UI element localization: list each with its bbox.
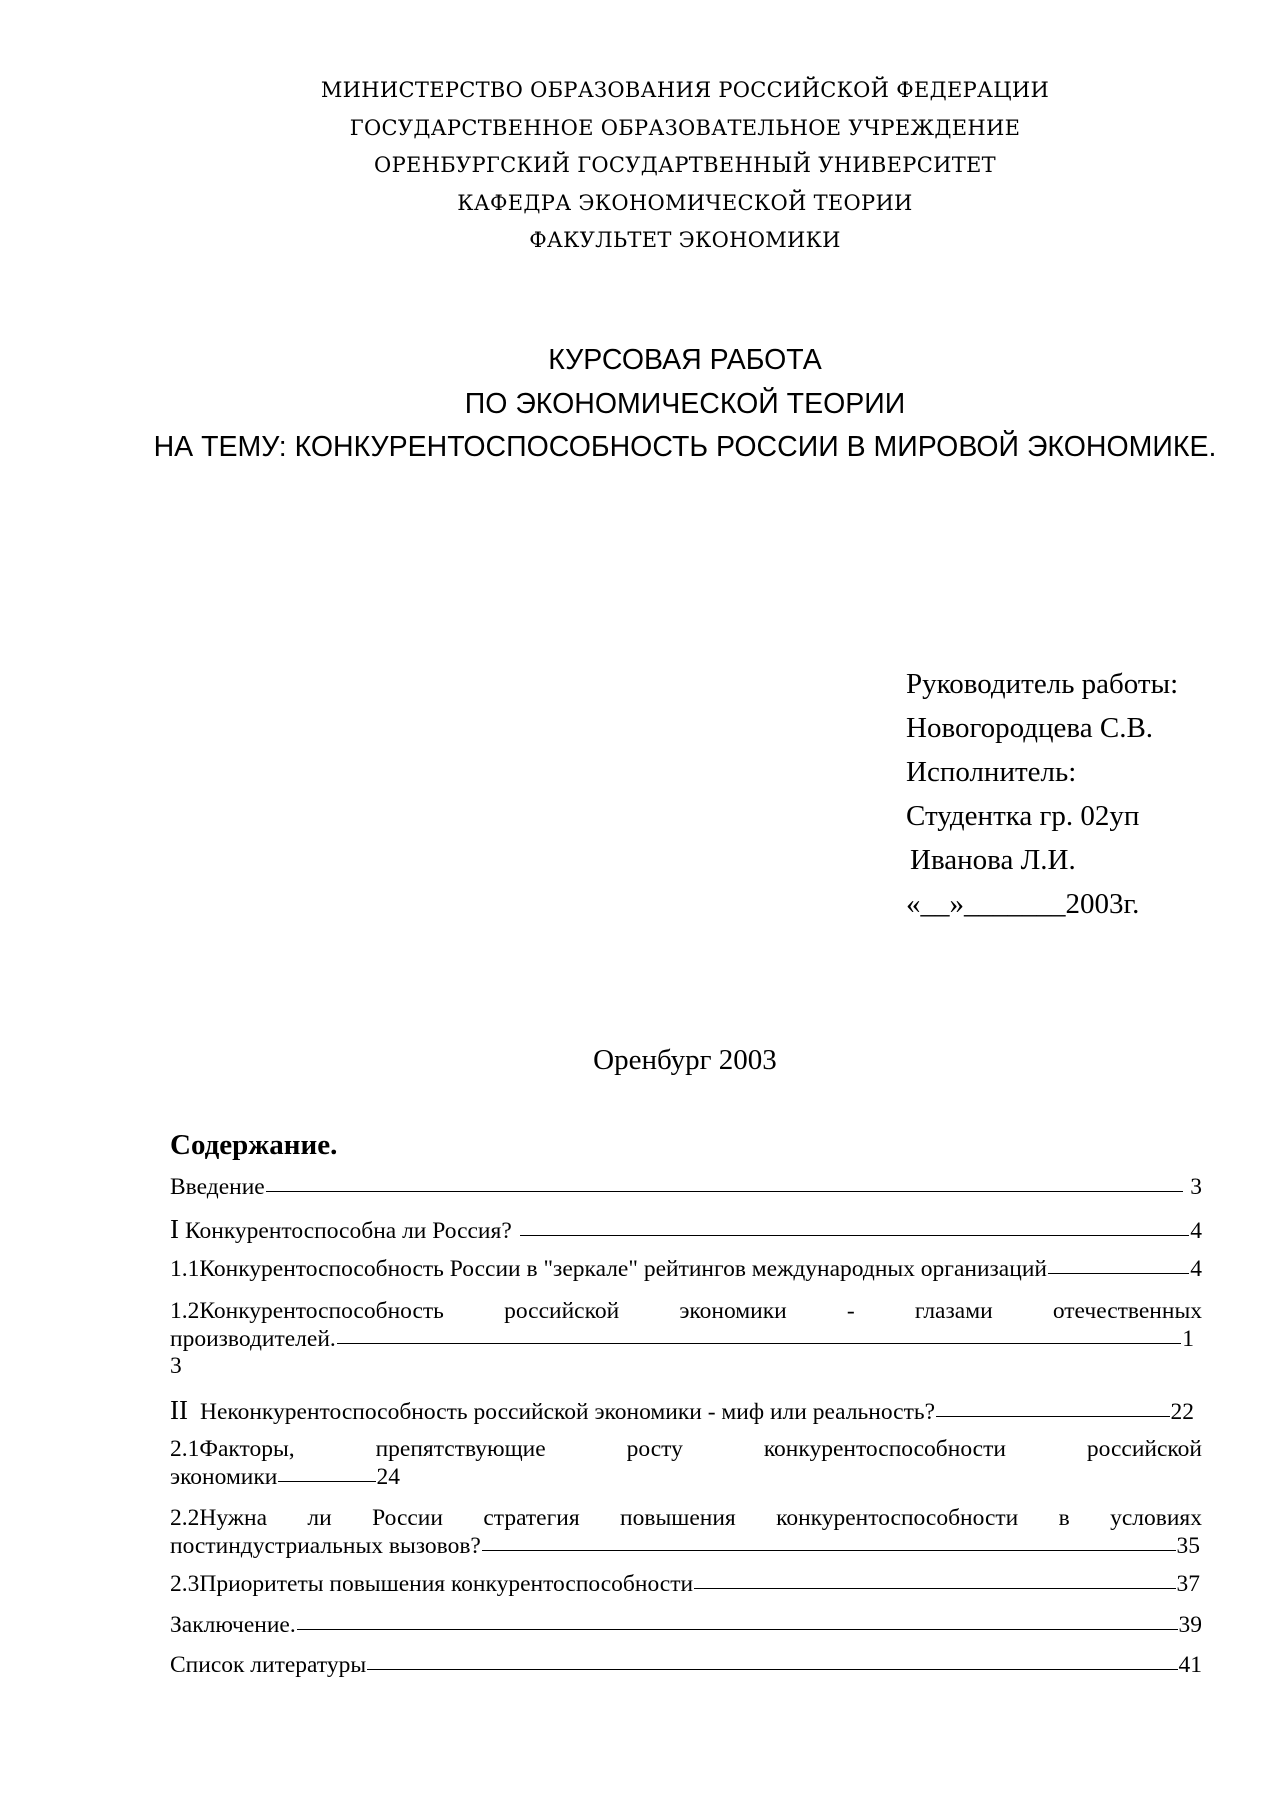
toc-item-title-line1: 1.2Конкурентоспособность российской экономики - глазами отечественных	[170, 1298, 1202, 1324]
department-line: КАФЕДРА ЭКОНОМИЧЕСКОЙ ТЕОРИИ	[457, 190, 913, 215]
toc-page-number: 41	[1178, 1652, 1202, 1678]
toc-item-title: Заключение.	[170, 1612, 296, 1638]
toc-page-number: 4	[1190, 1256, 1202, 1282]
faculty-line: ФАКУЛЬТЕТ ЭКОНОМИКИ	[529, 228, 841, 252]
toc-item-title-line2: экономики	[170, 1464, 278, 1490]
toc-item-title: Неконкурентоспособность российской экономики - миф или реальность?	[199, 1399, 936, 1425]
table-of-contents	[170, 1174, 1202, 1692]
performer-name: Иванова Л.И.	[910, 844, 1076, 876]
toc-item-title: Список литературы	[170, 1652, 367, 1678]
toc-item-chapter-1[interactable]	[170, 1214, 1202, 1256]
toc-item-title: 2.3Приоритеты повышения конкурентоспособности	[170, 1571, 694, 1597]
toc-item-line2	[170, 1326, 1194, 1353]
toc-leader	[694, 1588, 1175, 1589]
toc-item-references[interactable]	[170, 1652, 1202, 1692]
institution-type-line: ГОСУДАРСТВЕННОЕ ОБРАЗОВАТЕЛЬНОЕ УЧРЕЖДЕНИЕ	[349, 115, 1021, 140]
toc-leader	[297, 1629, 1178, 1630]
toc-item-2-2[interactable]	[170, 1504, 1202, 1571]
toc-leader	[266, 1191, 1184, 1192]
toc-leader	[936, 1416, 1169, 1417]
toc-item-line2	[170, 1533, 1200, 1560]
toc-item-intro[interactable]	[170, 1174, 1202, 1214]
work-type: КУРСОВАЯ РАБОТА	[548, 344, 822, 376]
subject: ПО ЭКОНОМИЧЕСКОЙ ТЕОРИИ	[464, 388, 906, 420]
toc-item-title-line2: постиндустриальных вызовов?	[170, 1533, 481, 1559]
toc-item-2-3[interactable]	[170, 1571, 1200, 1612]
chapter-numeral: I	[170, 1214, 179, 1244]
toc-leader	[482, 1550, 1176, 1551]
signature-block	[906, 662, 1178, 926]
title-block	[0, 338, 1280, 464]
performer-label: Исполнитель:	[906, 756, 1077, 788]
city-year: Оренбург 2003	[593, 1044, 777, 1076]
toc-item-2-1[interactable]	[170, 1435, 1202, 1504]
toc-leader	[337, 1343, 1181, 1344]
toc-leader	[1048, 1273, 1189, 1274]
toc-page-number: 35	[1176, 1533, 1200, 1559]
toc-item-title: 1.1Конкурентоспособность России в "зеркале" рейтингов международных организаций	[170, 1256, 1047, 1282]
toc-page-number-part1: 1	[1182, 1326, 1194, 1352]
toc-item-title: Введение	[170, 1174, 265, 1200]
ministry-line: МИНИСТЕРСТВО ОБРАЗОВАНИЯ РОССИЙСКОЙ ФЕДЕРАЦИИ	[320, 78, 1050, 102]
university-line: ОРЕНБУРГСКИЙ ГОСУДАРТВЕННЫЙ УНИВЕРСИТЕТ	[374, 153, 996, 177]
toc-page-number: 37	[1176, 1571, 1200, 1597]
topic: НА ТЕМУ: КОНКУРЕНТОСПОСОБНОСТЬ РОССИИ В МИРОВОЙ ЭКОНОМИКЕ.	[153, 431, 1217, 463]
toc-item-1-1[interactable]	[170, 1256, 1202, 1297]
institution-header	[0, 72, 1280, 260]
toc-leader	[278, 1481, 375, 1482]
toc-page-number: 39	[1178, 1612, 1202, 1638]
supervisor-name: Новогородцева С.В.	[906, 712, 1154, 744]
toc-page-number: 24	[376, 1464, 400, 1490]
toc-item-title-line1: 2.2Нужна ли России стратегия повышения конкурентоспособности в условиях	[170, 1505, 1202, 1531]
toc-page-number-part2: 3	[170, 1353, 182, 1379]
toc-heading: Содержание.	[170, 1129, 338, 1161]
supervisor-label: Руководитель работы:	[906, 668, 1179, 700]
toc-item-1-2[interactable]	[170, 1297, 1202, 1395]
date-line: «__»_______2003г.	[906, 888, 1140, 920]
toc-item-line2	[170, 1464, 400, 1491]
chapter-numeral: II	[170, 1395, 188, 1425]
toc-item-title: Конкурентоспособна ли Россия?	[185, 1218, 512, 1244]
toc-leader	[367, 1669, 1177, 1670]
toc-page-number: 4	[1190, 1218, 1202, 1244]
toc-page-number: 3	[1190, 1174, 1202, 1200]
performer-group: Студентка гр. 02уп	[906, 800, 1140, 832]
toc-item-title-line1: 2.1Факторы, препятствующие росту конкурентоспособности российской	[170, 1436, 1202, 1462]
toc-item-title-line2: производителей.	[170, 1326, 336, 1352]
toc-page-number: 22	[1170, 1399, 1194, 1425]
toc-item-chapter-2[interactable]	[170, 1395, 1194, 1435]
toc-item-conclusion[interactable]	[170, 1612, 1202, 1652]
toc-leader	[520, 1235, 1189, 1236]
